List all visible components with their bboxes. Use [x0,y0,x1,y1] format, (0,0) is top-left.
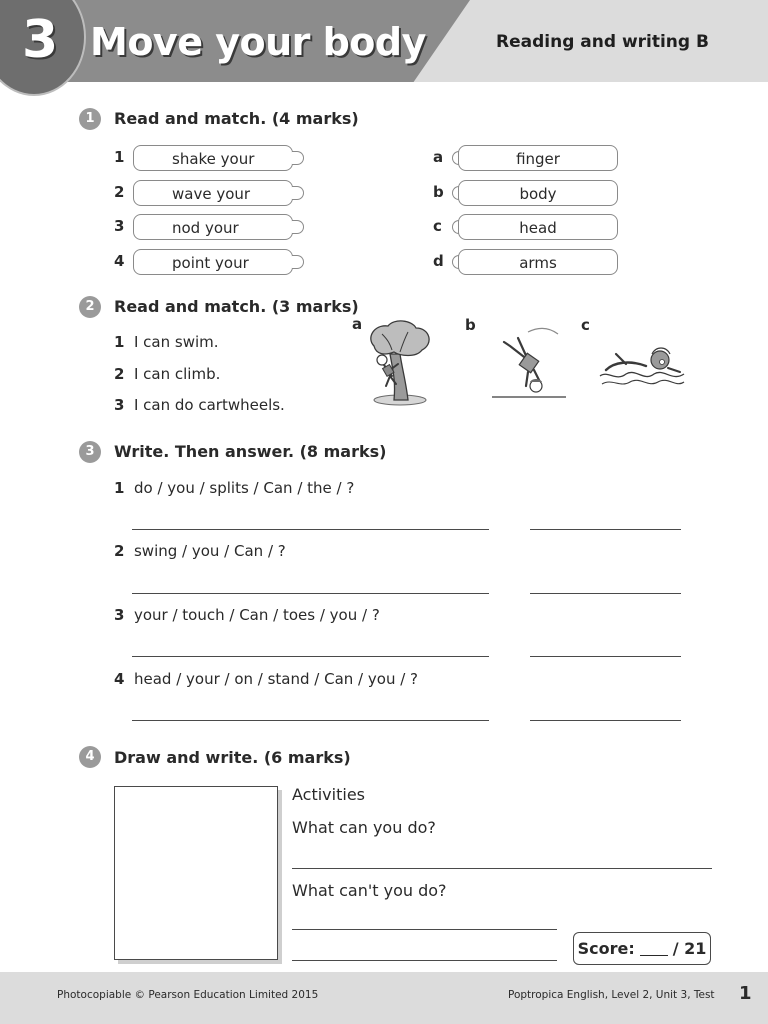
picture-letter: b [465,316,476,334]
drawing-box[interactable] [114,786,278,960]
question-can-do: What can you do? [292,818,436,837]
match-left-number: 1 [114,148,125,166]
match-left-text: shake your [172,150,255,168]
sentence-number: 1 [114,333,125,351]
match-right-item[interactable] [458,249,618,275]
question-cant-do: What can't you do? [292,881,447,900]
scramble-number: 3 [114,606,125,624]
unit-number: 3 [22,10,59,70]
section-2-title: Read and match. (3 marks) [114,297,359,316]
scramble-item [114,606,380,624]
sentence-number: 3 [114,396,125,414]
score-box [573,932,711,965]
match-right-text: head [519,219,557,237]
score-label: Score: [577,939,635,958]
match-right-letter: c [433,217,442,235]
scramble-number: 1 [114,479,125,497]
match-right-text: finger [516,150,560,168]
match-left-item[interactable] [133,145,293,171]
section-3-title: Write. Then answer. (8 marks) [114,442,387,461]
score-blank[interactable] [640,941,668,956]
puzzle-tab [292,151,304,165]
match-left-item[interactable] [133,180,293,206]
match-right-item[interactable] [458,214,618,240]
short-answer-line[interactable] [530,593,681,594]
match-right-letter: a [433,148,444,166]
scramble-text: head / your / on / stand / Can / you / ? [133,670,418,688]
unit-title: Move your body [90,20,426,64]
question-answer-line[interactable] [132,720,489,721]
scramble-number: 4 [114,670,125,688]
sentence-text: I can swim. [133,333,219,351]
sentence-item [114,365,220,383]
tree-climbing-icon [360,320,436,406]
sentence-text: I can climb. [133,365,221,383]
answer-line-cant-do[interactable] [292,960,557,961]
page-number: 1 [739,983,752,1004]
match-left-item[interactable] [133,249,293,275]
question-answer-line[interactable] [132,593,489,594]
scramble-text: swing / you / Can / ? [133,542,286,560]
match-left-text: wave your [172,185,251,203]
cartwheel-icon [488,320,570,402]
match-left-text: point your [172,254,249,272]
section-2-number: 2 [79,296,101,318]
picture-letter: c [581,316,590,334]
short-answer-line[interactable] [530,529,681,530]
answer-line-cant-do[interactable] [292,929,557,930]
question-answer-line[interactable] [132,529,489,530]
answer-line-can-do[interactable] [292,868,712,869]
match-left-number: 2 [114,183,125,201]
scramble-number: 2 [114,542,125,560]
section-4-number: 4 [79,746,101,768]
match-left-number: 4 [114,252,125,270]
match-right-item[interactable] [458,145,618,171]
section-4-title: Draw and write. (6 marks) [114,748,351,767]
puzzle-tab [292,186,304,200]
question-answer-line[interactable] [132,656,489,657]
sentence-number: 2 [114,365,125,383]
section-1-number: 1 [79,108,101,130]
match-right-text: body [519,185,557,203]
match-right-item[interactable] [458,180,618,206]
scramble-item [114,542,286,560]
puzzle-tab [292,220,304,234]
activities-heading: Activities [292,785,365,804]
scramble-item [114,479,354,497]
sentence-item [114,333,219,351]
score-total: / 21 [672,939,707,958]
scramble-text: do / you / splits / Can / the / ? [133,479,355,497]
scramble-item [114,670,418,688]
footer-course: Poptropica English, Level 2, Unit 3, Test [508,989,715,1001]
scramble-text: your / touch / Can / toes / you / ? [133,606,380,624]
section-1-title: Read and match. (4 marks) [114,109,359,128]
section-3-number: 3 [79,441,101,463]
sentence-text: I can do cartwheels. [133,396,285,414]
match-right-letter: b [433,183,444,201]
match-left-text: nod your [172,219,239,237]
match-left-item[interactable] [133,214,293,240]
sentence-item [114,396,285,414]
footer-copyright: Photocopiable © Pearson Education Limited 2015 [57,989,319,1001]
header-subtitle: Reading and writing B [496,32,709,52]
match-right-text: arms [519,254,557,272]
short-answer-line[interactable] [530,656,681,657]
short-answer-line[interactable] [530,720,681,721]
match-left-number: 3 [114,217,125,235]
puzzle-tab [292,255,304,269]
match-right-letter: d [433,252,444,270]
swimming-icon [596,342,688,392]
picture-letter: a [352,315,363,333]
